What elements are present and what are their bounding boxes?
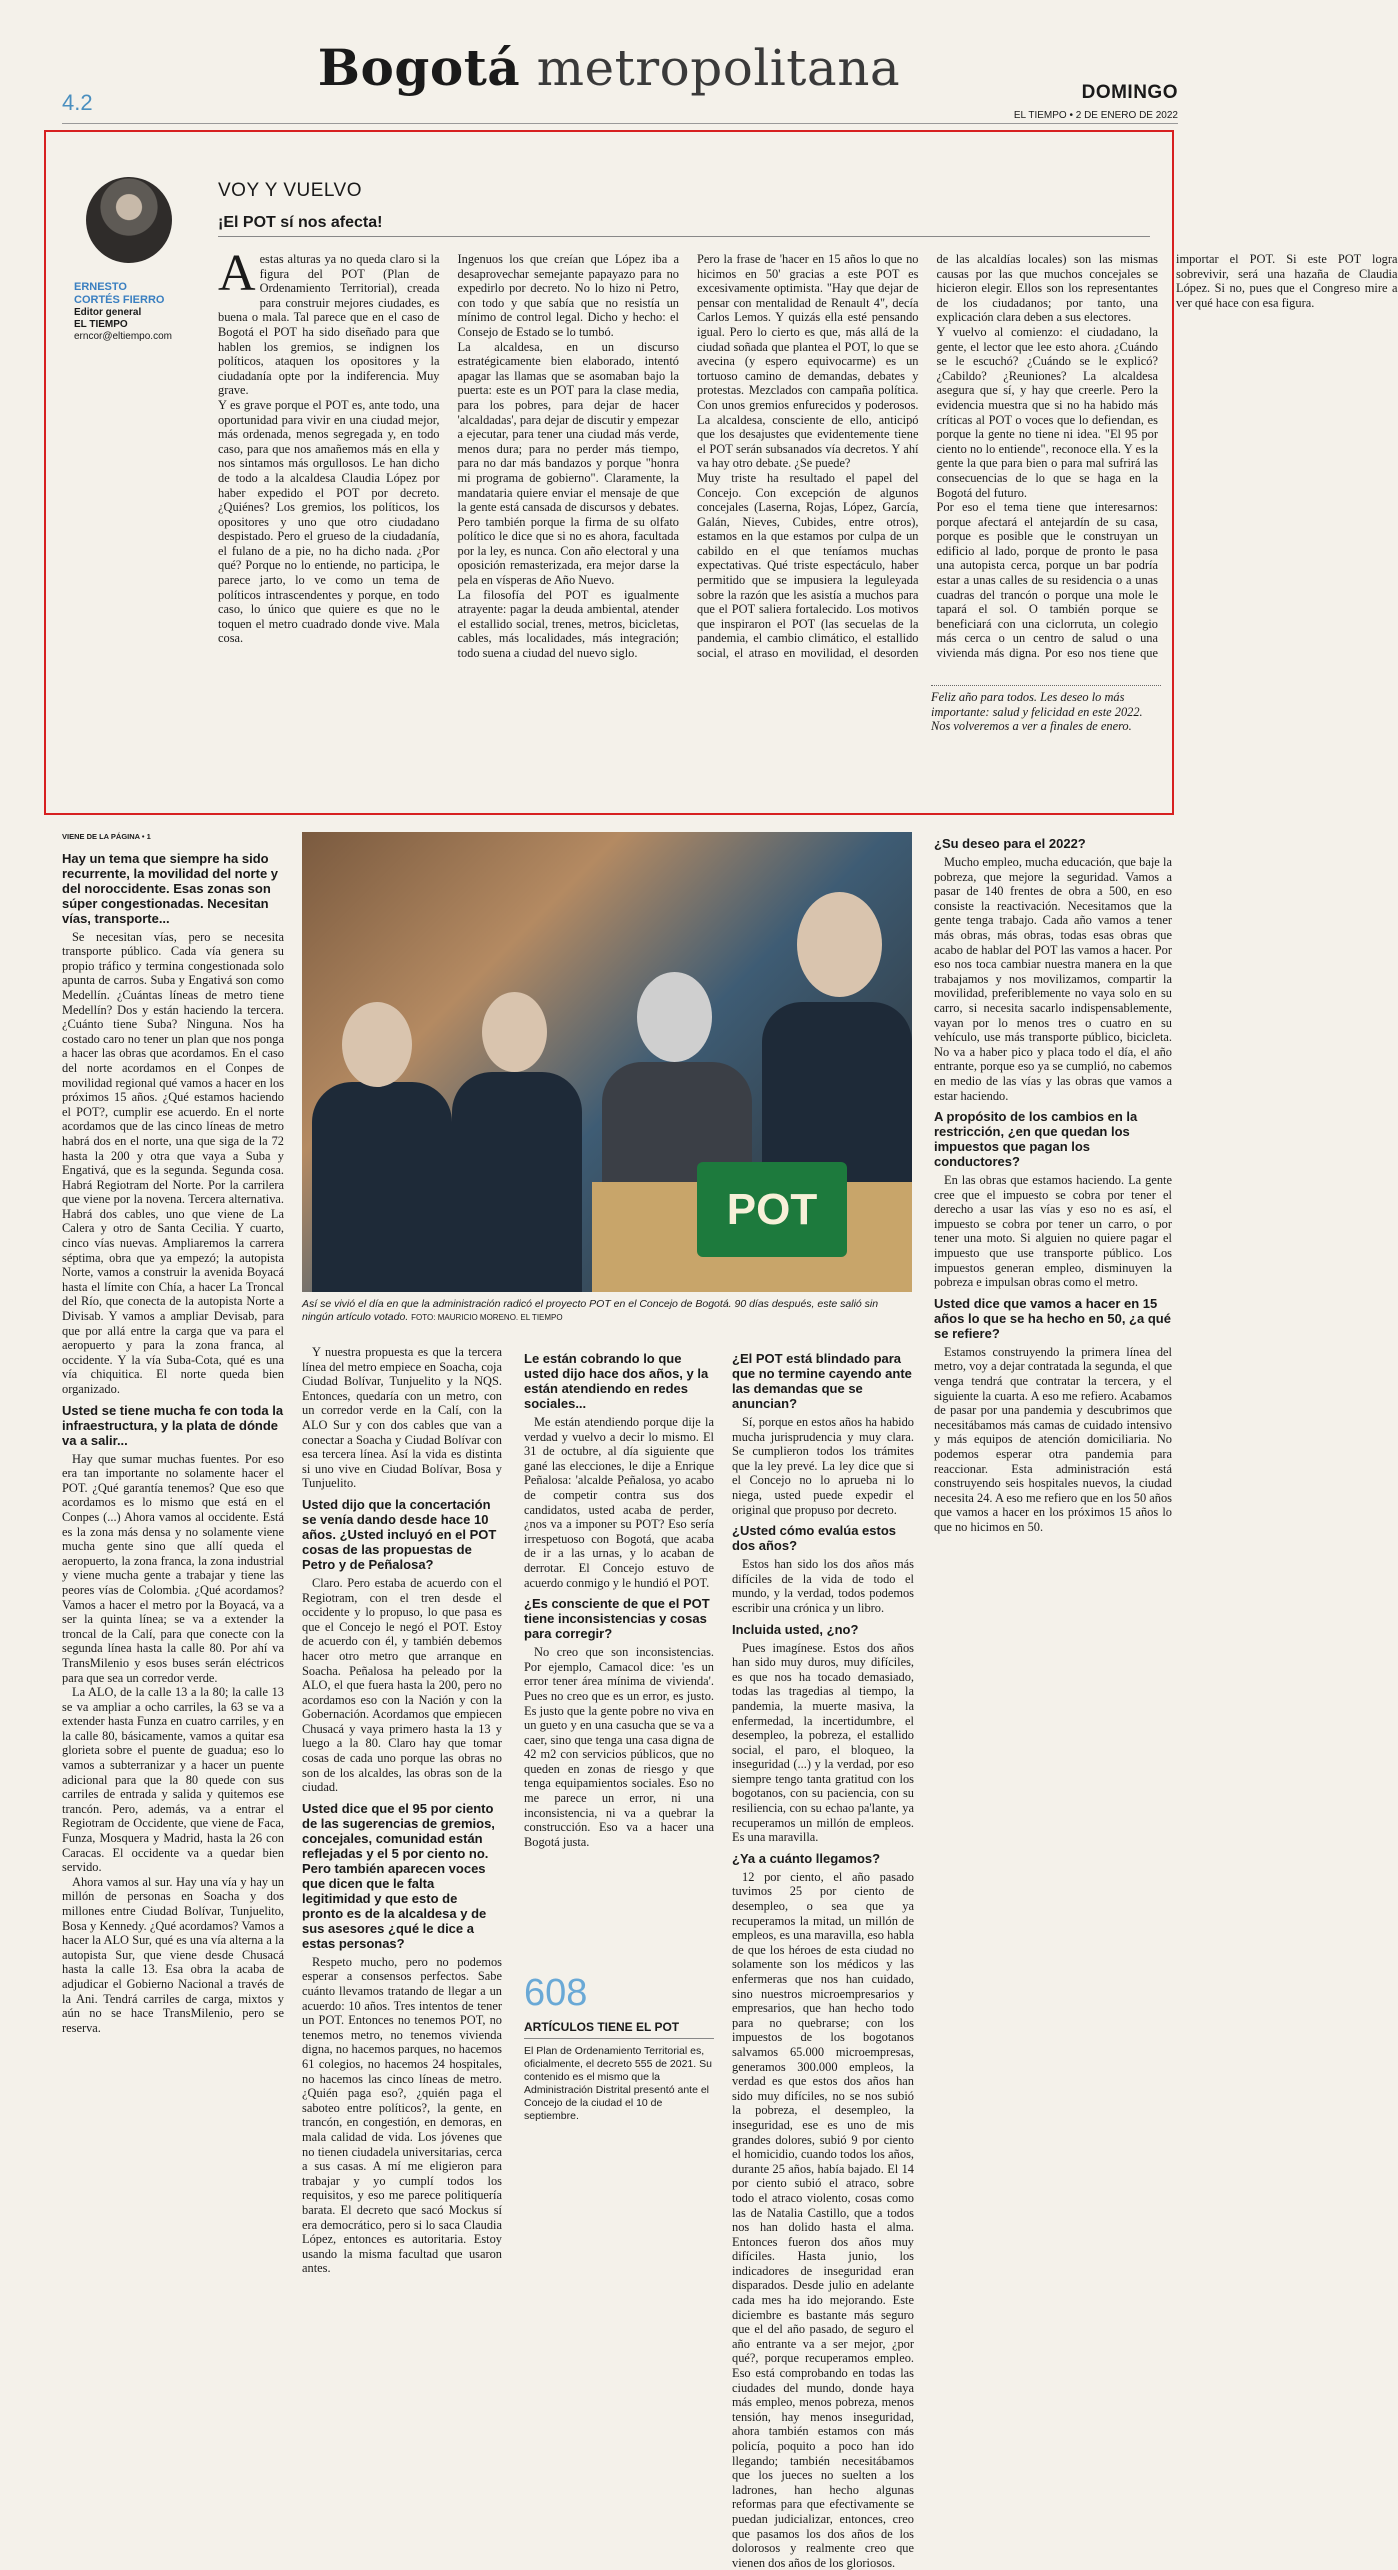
caption-text: Así se vivió el día en que la administración radicó el proyecto POT en el Concejo de Bogotá. 90 días después, este salió sin ningún artículo votado. xyxy=(302,1298,879,1323)
column-rule xyxy=(218,236,1150,237)
column-paragraph: La filosofía del POT es igualmente atrayente: pagar la deuda ambiental, atender el estallido social, trenes, metros, bicicletas, cables, más localidades, más integración; todo suena a ciudad del nuevo siglo. xyxy=(457,587,679,661)
column-paragraph: Aestas alturas ya no queda claro si la figura del POT (Plan de Ordenamiento Territorial), creada para construir mejores ciudades, es buena o mala. Tal parece que en el caso de Bogotá el POT ha sido diseñado para que hablen los gremios, se indignen los políticos, ataquen los opositores y la ciudadanía opte por la indiferencia. Muy grave. xyxy=(218,245,440,398)
interview-answer: Estos han sido los dos años más difíciles de la vida de todo el mundo, y la verdad, todos podemos escribir una crónica y un libro. xyxy=(732,1557,914,1615)
interview-answer: No creo que son inconsistencias. Por ejemplo, Camacol dice: 'es un error tener área mínima de vivienda'. Pues no creo que es un error, es justo. Es justo que la gente pobre no viva en un gueto y en una casucha que se va a caer, sino que tenga una casa digna de 42 m2 con servicios públicos, que no queden en zonas de riesgo y que tenga equipamientos sociales. Eso no me parece un error, ni una inconsistencia, ni va a quebrar la construcción. Eso va a hacer una Bogotá justa. xyxy=(524,1645,714,1849)
column-title: ¡El POT sí nos afecta! xyxy=(218,214,383,231)
interview-column-2 xyxy=(302,1345,502,2275)
column-paragraph: La alcaldesa, en un discurso estratégicamente bien elaborado, intentó apagar las llamas que se asomaban bajo la puerta: este es un POT para la clase media, para los pobres, para dejar de hacer 'alcaldadas', para dejar de discutir y empezar a ejecutar, para tener una ciudad más verde, menos dura; para no perder más tiempo, para no dar más bandazos y porque "honra mi programa de gobierno". Claramente, la mandataria quiere enviar el mensaje de que la gente está cansada de discursos y debates. Pero también porque la firma de su olfato político le dice que si no es ahora, facultada por la ley, es nunca. Con año electoral y una oposición remasterizada, era mejor darse la pela en vísperas de Año Nuevo. xyxy=(457,339,679,588)
photo-person-head xyxy=(637,972,712,1062)
author-name xyxy=(74,281,204,307)
interview-answer: Pues imagínese. Estos dos años han sido muy duros, muy difíciles, es que nos ha tocado demasiado, todas las tragedias al tiempo, la pandemia, la muerte masiva, la enfermedad, la incertidumbre, el desempleo, la pobreza, el estallido social, el paro, el bloqueo, la inseguridad (...) y la verdad, por eso siempre tengo tanta gratitud con los bogotanos, con su paciencia, con su resiliencia, con su echao pa'lante, ya recuperamos un millón de empleos. Es una maravilla. xyxy=(732,1640,914,1845)
interview-question: ¿Su deseo para el 2022? xyxy=(934,836,1086,851)
photo-person-head xyxy=(797,892,882,997)
photo-credit: FOTO: MAURICIO MORENO. EL TIEMPO xyxy=(411,1313,563,1322)
weekday: DOMINGO xyxy=(1081,82,1178,103)
interview-question: A propósito de los cambios en la restricción, ¿en que quedan los impuestos que pagan los conductores? xyxy=(934,1109,1138,1170)
stat-sidebox xyxy=(524,2020,714,2123)
photo-caption xyxy=(302,1298,912,1324)
news-photo xyxy=(302,832,912,1292)
interview-answer: Claro. Pero estaba de acuerdo con el Regiotram, con el tren desde el occidente y lo propuso, lo que pasa es que el Concejo le negó el POT. Estoy de acuerdo con él, y también debemos hacer otro metro que arranque en Soacha. Peñalosa ha peleado por la ALO, el que fuera hasta la 200, pero no acordamos eso con la Nación y con la Gobernación. Acordamos que empiecen Chusacá y vaya primero hasta la 13 y luego a la 80. Claro hay que tomar cosas de cada uno porque las obras no son de los alcaldes, las obras son de la ciudad. xyxy=(302,1575,502,1795)
author-role: Editor general xyxy=(74,307,142,318)
interview-answer: Hay que sumar muchas fuentes. Por eso era tan importante no solamente hacer el POT. ¿Qué garantía tenemos? Que eso que acordamos es lo mismo que está en el Conpes (...) Ahora vamos al occidente. Está es la zona más densa y no solamente viene mucha gente sino que allí queda el aeropuerto, la zona franca, la zona industrial y viene mucha gente a trabajar y tiene las peores vías de Colombia. ¿Qué acordamos? Vamos a hacer el metro por la Boyacá, va a ser la quinta línea; se va a extender la troncal de la Calí, para que conecte con la segunda línea hasta la calle 80. Por ahí va TransMilenio y esos buses serán eléctricos para que sea un corredor verde. xyxy=(62,1451,284,1685)
interview-column-4 xyxy=(934,830,1172,2275)
interview-answer: Ahora vamos al sur. Hay una vía y hay un millón de personas en Soacha y dos millones entre Ciudad Bolívar, Tunjuelito, Bosa y Kennedy. ¿Qué acordamos? Vamos a hacer la ALO Sur, qué es una vía alterna a la autopista Sur, que viene desde Chusacá hasta la calle 13. Esa obra la acaba de adjudicar el Gobierno Nacional a través de la Ani. Tendrá carriles de carga, mixtos y aún no se hace TransMilenio, pero se reserva. xyxy=(62,1874,284,2035)
column-paragraph: Ingenuos los que creían que López iba a desaprovechar semejante papayazo para no expedirlo por decreto. No lo hizo ni Petro, con todo y que sabía que no resistía un mínimo de control legal. Dicho y hecho: el Consejo de Estado se lo tumbó. xyxy=(457,252,679,339)
interview-column-3 xyxy=(732,1345,914,2570)
interview-answer: 12 por ciento, el año pasado tuvimos 25 por ciento de desempleo, o sea que ya recuperamos la mitad, un millón de empleos, es una maravilla, eso habla de que los héroes de esta ciudad no solamente son los médicos y las enfermeras que nos han cuidado, sino nuestros microempresarios y empresarios, que han hecho todo para no quebrarse; con los impuestos de los bogotanos salvamos 65.000 microempresas, generamos 300.000 empleos, la verdad es que estos dos años han sido muy difíciles, no se nos subió la pobreza, el desempleo, la inseguridad, ese es uno de mis grandes dolores, subió 9 por ciento el homicidio, cuando todos los años, durante 25 años, había bajado. El 14 por ciento subió el atraco, sobre todo el atraco violento, cosas como las de Natalia Castillo, que a todos nos han dolido hasta el alma. Entonces fueron dos años muy difíciles. Hasta junio, los indicadores de inseguridad eran disparados. Desde julio en adelante cada mes ha ido mejorando. Este diciembre es bastante más seguro que el del año pasado, de seguro el año entrante va a ser mejor, ¿por qué?, porque recuperamos empleo. Eso está comprobando en todas las ciudades del mundo, donde haya más empleo, menos pobreza, menos tensión, hay menos inseguridad, ahora también estamos con más policía, poquito a poco han ido llegando; también necesitábamos que los jueces no suelten a los ladrones, han hecho algunas reformas para que efectivamente se puedan judicializar, entonces, creo que pasamos los dos años de los dolorosos y realmente creo que vienen dos años de los gloriosos. xyxy=(732,1869,914,2570)
interview-question: ¿El POT está blindado para que no termine cayendo ante las demandas que se anuncian? xyxy=(732,1351,912,1411)
interview-question: Usted dice que vamos a hacer en 15 años lo que se ha hecho en 50, ¿a qué se refiere? xyxy=(934,1295,1171,1341)
section-title-light: metropolitana xyxy=(536,39,901,97)
author-block xyxy=(74,177,204,343)
interview-answer: Y nuestra propuesta es que la tercera línea del metro empiece en Soacha, coja Ciudad Bolívar, Tunjuelito y la NQS. Entonces, quedaría con un metro, con un corredor verde en la Calí, con la ALO Sur y con dos cables que van a conectar a Soacha y Ciudad Bolívar con esa tercera línea. Así la vida es distinta si uno vive en Ciudad Bolívar, Bosa y Tunjuelito. xyxy=(302,1345,502,1491)
column-body xyxy=(218,245,1398,672)
interview-answer: Se necesitan vías, pero se necesita transporte público. Cada vía genera su propio tráfico y termina congestionada solo apunta de carros. Suba y Engativá son como Medellín. ¿Cuántas líneas de metro tiene Medellín? Dos y están haciendo la tercera. ¿Cuánto tiene Suba? Ninguna. Nos ha costado caro no tener un plan que nos ponga a hacer las obras que acordamos. En el caso del norte acordamos en el Conpes de movilidad regional qué vamos a hacer en los próximos 15 años. ¿Qué estamos haciendo el POT?, cumplir ese acuerdo. En el norte acordamos que de las cinco líneas de metro habrá dos en el norte, una que siga de la 72 hasta la 200 y otra que vaya a Suba y Engativá, que es la segunda. Segunda cosa. Habrá Regiotram del Norte. Por la carrilera que viene por la novena. Tercera alternativa. Habrá dos cables, uno que viene de La Calera y otro de Santa Cecilia. Y cuarto, cinco vías nuevas. Ampliaremos la carrera séptima, obra que ya empezó; la autopista Norte, vamos a construir la avenida Boyacá hasta el límite con Chía, a hacer La Troncal del Río, que conecta de la autopista Norte a Divisab. Y vamos a ampliar Devisab, para que por allá entre la carga que va para el aeropuerto y para la zona franca, al occidente. Y la vía Suba-Cota, qué es una vía chiquitica. El norte queda bien organizado. xyxy=(62,929,284,1396)
interview-answer: Mucho empleo, mucha educación, que baje la pobreza, que mejore la seguridad. Vamos a pasar de 140 frentes de obra a 500, en eso consiste la reactivación. Necesitamos que la gente tenga trabajo. Cada año vamos a tener más obras, más obras, todas esas obras que acabo de hablar del POT las vamos a hacer. Por eso nos toca cambiar nuestra manera en la que trabajamos y nos movilizamos, compartir la movilidad, preferiblemente no vaya solo en su carro, si necesita sacarlo indispensablemente, vayan por lo menos tres o cuatro en su vehículo, use más transporte público, bicicleta. No va a haber pico y placa todo el día, el año entrante, porque eso ya se cumplió, no cabemos en medio de las vías y las obras que vamos a estar haciendo. xyxy=(934,855,1172,1103)
interview-question: Usted dijo que la concertación se venía dando desde hace 10 años. ¿Usted incluyó en el POT cosas de las propuestas de Petro y de Peñalosa? xyxy=(302,1496,497,1572)
pot-sign: POT xyxy=(697,1162,847,1257)
column-paragraph: Por eso el tema tiene que interesarnos: porque afectará el antejardín de su casa, porque es posible que le construyan un edificio al lado, porque de pronto le pasa una autopista cerca, porque un bar podría estar a unas calles de su residencia o a unas cuadras del trancón o porque una mole le tapará el sol. O también porque se beneficiará con una ciclorruta, un colegio más cerca o un centro de salud o una vivienda más digna. Por eso nos tiene que importar el POT. Si este POT logra sobrevivir, será una hazaña de Claudia López. Si no, pues que el Congreso mire a ver qué hace con esa figura. xyxy=(936,252,1398,661)
interview-question: Usted dice que el 95 por ciento de las sugerencias de gremios, concejales, comunidad están reflejadas y el 5 por ciento no. Pero también aparecen voces que dicen que le falta legitimidad y que esto de pronto es de la alcaldesa y de sus asesores ¿qué le dice a estas personas? xyxy=(302,1800,495,1951)
interview-question: ¿Usted cómo evalúa estos dos años? xyxy=(732,1523,896,1554)
sidebox-body: El Plan de Ordenamiento Territorial es, oficialmente, el decreto 555 de 2021. Su contenido es el mismo que la Administración Distrital presentó ante el Concejo de la ciudad el 10 de septiembre. xyxy=(524,2045,712,2122)
interview-question: Hay un tema que siempre ha sido recurrente, la movilidad del norte y del noroccidente. Esas zonas son súper congestionadas. Necesitan vías, transporte... xyxy=(62,850,279,926)
interview-answer: En las obras que estamos haciendo. La gente cree que el impuesto se cobra por tener el derecho a usar las vías y eso no es así, el impuesto se cobra por tener un carro, o por tener una moto. Si alguien no quiere pagar el impuesto que use transporte público. Los impuestos generan empleo, disminuyen la pobreza e impulsan obras como el metro. xyxy=(934,1173,1172,1290)
column-kicker: VOY Y VUELVO xyxy=(218,180,363,201)
column-paragraph: Muy triste ha resultado el papel del Concejo. Con excepción de algunos concejales (Laserna, Rojas, López, García, Galán, Nieves, Cubides, entre otros), estamos en la que estamos por culpa de un cabildo en el que teníamos muchas expectativas. Qué triste espectáculo, haber permitido que se impusiera la leguleyada sobre la razón que les asistía a muchos para que el POT saliera fortalecido. Los motivos que inspiraron el POT (las secuelas de la pandemia, el cambio climático, el estallido social, el atraso en movilidad, el desorden de las alcaldías locales) son las mismas causas por las que muchos concejales se hicieron elegir. Ellos son los representantes de los ciudadanos; por tanto, una explicación clara deben a sus electores. xyxy=(697,252,1158,661)
page-number: 4.2 xyxy=(62,90,93,115)
interview-column-1 xyxy=(62,830,284,2275)
author-avatar xyxy=(86,177,172,263)
interview-answer: Me están atendiendo porque dije la verdad y vuelvo a decir lo mismo. El 31 de octubre, al día siguiente que gané las elecciones, le dije a Enrique Peñalosa: 'alcalde Peñalosa, yo acabo de competir contra sus dos candidatos, usted acaba de perder, ¿nos va a imponer su POT? Eso sería irrespetuoso con Bogotá, que acaba de ir a las urnas, y lo acaban de derrotar. El Concejo estuvo de acuerdo conmigo y le hundió el POT. xyxy=(524,1415,714,1590)
interview-question: ¿Es consciente de que el POT tiene inconsistencias y cosas para corregir? xyxy=(524,1596,710,1642)
interview-answer: Respeto mucho, pero no podemos esperar a consensos perfectos. Sabe cuánto llevamos tratando de llegar a un acuerdo: 10 años. Tres intentos de tener un POT. Entonces no tenemos POT, no tenemos metro, no tenemos vivienda digna, no hacemos parques, no hacemos 61 colegios, no hacemos 24 hospitales, no hacemos las cinco líneas de metro. ¿Quién paga eso?, ¿quién paga el saboteo entre políticos?, la gente, en trancón, en congestión, en demoras, en mala calidad de vida. Los jóvenes que no tienen ciudadela universitarias, cerca a sus casas. A mí me eligieron para trabajar y yo cumplí todos los requisitos, y eso me parece politiquería barata. El decreto que sacó Mockus sí era democrático, pero si lo saca Claudia López, entonces es autoritaria. Estoy usando la misma facultad que usaron antes. xyxy=(302,1954,502,2276)
interview-article xyxy=(62,820,1172,2570)
photo-person-head xyxy=(342,1002,412,1087)
sidebox-title: ARTÍCULOS TIENE EL POT xyxy=(524,2020,714,2039)
interview-question: ¿Ya a cuánto llegamos? xyxy=(732,1850,881,1866)
interview-answer: La ALO, de la calle 13 a la 80; la calle 13 se va ampliar a ocho carriles, la 63 se va a extender hasta Funza en cuatro carriles, y en la calle 80, básicamente, vamos a quitar esa glorieta sobre el puente de guadua; eso lo vamos a subterranizar y a hacer un puente adicional para que la 80 quede con sus carriles de entrada y salida y quitemos ese trancón. Pero, además, va a entrar el Regiotram de Occidente, que viene de Faca, Funza, Mosquera y Madrid, hasta la 26 con Caracas. El occidente va a quedar bien servido. xyxy=(62,1685,284,1875)
author-email[interactable]: erncor@eltiempo.com xyxy=(74,331,172,342)
author-outlet: EL TIEMPO xyxy=(74,319,128,330)
column-paragraph: Pero la frase de 'hacer en 15 años lo que no hicimos en 50' gracias a este POT es excesivamente optimista. "Hay que dejar de pensar con mentalidad de Renault 4", decía Carlos Lemos. Y quizás ella esté pensando igual. Pero lo cierto es que, más allá de la ciudad soñada que plantea el POT, lo que se avecina (y espero equivocarme) es un tortuoso camino de demandas, debates y protestas. Mezclados con campaña política. Con unos gremios enfurecidos y poderosos. La alcaldesa, consciente de ello, anticipó que los desajustes que evidentemente tiene el POT serán subsanados vía decretos. Y ahí va hay otro debate. ¿Se puede? xyxy=(697,252,919,471)
column-paragraph: Y vuelvo al comienzo: el ciudadano, la gente, el lector que lee esto ahora. ¿Cuándo se le escuchó? ¿Cuándo se le explicó? ¿Cabildo? ¿Reuniones? La alcaldesa asegura que sí, y hay que creerle. Pero la evidencia muestra que si no ha habido más críticas al POT o voces que lo defiendan, es porque la gente no tiene ni idea. "El 95 por ciento no lo entiende", reconoce ella. Y es la gente la que para bien o para mal sufrirá las consecuencias de lo que se haga en la Bogotá del futuro. xyxy=(936,324,1158,500)
column-paragraph: Y es grave porque el POT es, ante todo, una oportunidad para vivir en una ciudad mejor, más ordenada, menos segregada y, en todo caso, para que nos amañemos más en ella y nos sintamos más orgullosos. Le han dicho de todo a la alcaldesa Claudia López por haber expedido el POT por decreto. ¿Quiénes? Los gremios, los políticos, los opositores y uno que otro ciudadano despistado. Pero el grueso de la ciudadanía, el fulano de a pie, no ha dicho nada. ¿Por qué? Porque no lo entiende, no participa, le parece jarto, lo ve como un tema de políticos intrascendentes y porque, en todo caso, lo único que quiere es que no le toquen el metro cuadrado donde vive. Mala cosa. xyxy=(218,397,440,646)
interview-answer: Sí, porque en estos años ha habido mucha jurisprudencia y muy clara. Se cumplieron todos los trámites que la ley prevé. La ley dice que si el Concejo no lo aprueba ni lo niega, usted puede expedir el original que propuso por decreto. xyxy=(732,1415,914,1517)
interview-question: Usted se tiene mucha fe con toda la infraestructura, y la plata de dónde va a salir... xyxy=(62,1402,284,1448)
photo-person xyxy=(452,1072,582,1292)
continued-from: VIENE DE LA PÁGINA • 1 xyxy=(62,832,151,841)
author-last-name: CORTÉS FIERRO xyxy=(74,294,165,306)
section-title xyxy=(0,38,1218,97)
dateline: EL TIEMPO • 2 DE ENERO DE 2022 xyxy=(1013,110,1178,121)
author-first-name: ERNESTO xyxy=(74,281,127,293)
opinion-column xyxy=(44,130,1398,815)
interview-question: Incluida usted, ¿no? xyxy=(732,1621,859,1637)
interview-answer: Estamos construyendo la primera línea del metro, voy a dejar contratada la segunda, el que venga tendrá que contratar la tercera, y el siguiente la cuarta. A eso me refiero. Acabamos de pasar por una pandemia y descubrimos que necesitábamos más camas de cuidado intensivo y más equipos de atención domiciliaria. No podemos esperar otra pandemia para reaccionar. Esta administración está construyendo seis hospitales nuevos, la ciudad necesita 24. A eso me refiero que en los 50 años que vamos a hacer en los próximos 15 años lo que no hicimos en 50. xyxy=(934,1344,1172,1534)
photo-person-head xyxy=(482,992,547,1072)
interview-column-2b xyxy=(524,1345,714,1965)
interview-question: Le están cobrando lo que usted dijo hace dos años, y la están atendiendo en redes sociales... xyxy=(524,1351,709,1411)
section-title-bold: Bogotá xyxy=(317,38,521,97)
stat-number: 608 xyxy=(524,1972,588,2014)
masthead-rule xyxy=(62,123,1178,124)
photo-person xyxy=(312,1082,452,1292)
column-coda: Feliz año para todos. Les deseo lo más importante: salud y felicidad en este 2022. Nos volveremos a ver a finales de enero. xyxy=(931,685,1161,734)
